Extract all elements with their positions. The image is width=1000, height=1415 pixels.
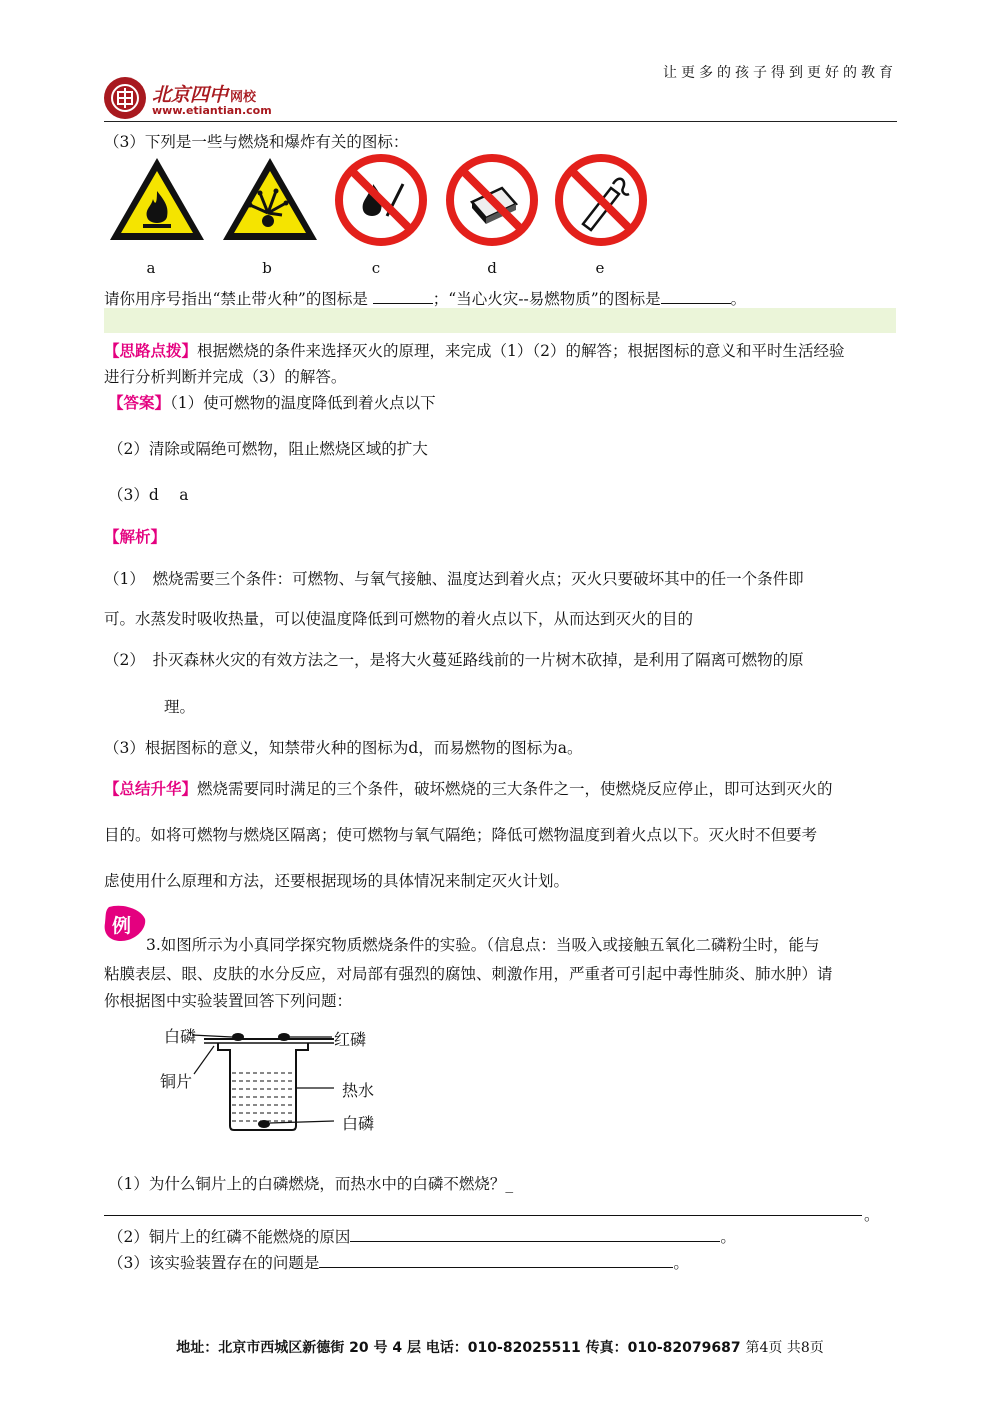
q1-answer-blank[interactable] (104, 1215, 862, 1216)
logo-url: www.etiantian.com (152, 104, 272, 117)
example3-line-1: 3.如图所示为小真同学探究物质燃烧条件的实验。（信息点：当吸入或接触五氧化二磷粉尘时，能与 (146, 936, 820, 954)
question3-prompt: 请你用序号指出“禁止带火种”的图标是 ；“当心火灾--易燃物质”的图标是 。 (104, 290, 747, 308)
diagram-label-red-phosphorus: 红磷 (334, 1030, 367, 1049)
diagram-label-white-phosphorus-top: 白磷 (164, 1027, 197, 1046)
explosive-warning-icon (220, 155, 320, 243)
diagram-label-white-phosphorus-bottom: 白磷 (342, 1114, 375, 1133)
footer-address: 地址：北京市西城区新德街 20 号 4 层 电话：010-82025511 传真：010-82079687 (176, 1340, 741, 1356)
sign-label-d: d (487, 259, 497, 277)
answer-line-1: 【答案】（1）使可燃物的温度降低到着火点以下 (108, 393, 436, 412)
answer-line-2: （2）清除或隔绝可燃物，阻止燃烧区域的扩大 (108, 440, 428, 458)
no-smoking-icon (553, 154, 649, 246)
analysis-p3: （3）根据图标的意义，知禁带火种的图标为d，而易燃物的图标为a。 (104, 739, 583, 757)
hint-highlight-bar (104, 308, 896, 333)
header-slogan: 让更多的孩子得到更好的教育 (663, 65, 897, 81)
summary-line-1: 【总结升华】燃烧需要同时满足的三个条件，破坏燃烧的三大条件之一，使燃烧反应停止，即可达到灭火的 (104, 779, 833, 798)
diagram-label-copper-plate: 铜片 (160, 1072, 193, 1091)
example-badge-text: 例 (112, 915, 132, 937)
q1-end: 。 (864, 1206, 880, 1224)
q2-answer-blank[interactable] (350, 1241, 720, 1242)
analysis-p2-line-2: 理。 (164, 698, 196, 716)
footer-page-number: 第4页 共8页 (745, 1340, 824, 1356)
q3-answer-blank[interactable] (319, 1267, 673, 1268)
hint-line-2: 进行分析判断并完成（3）的解答。 (104, 368, 347, 386)
answer-line-3: （3）d a (108, 486, 189, 504)
example3-q3: （3）该实验装置存在的问题是 。 (108, 1254, 689, 1272)
example3-q1: （1）为什么铜片上的白磷燃烧，而热水中的白磷不燃烧？_ (108, 1175, 514, 1193)
no-fire-source-icon (444, 154, 540, 246)
sign-label-a: a (146, 259, 156, 277)
example3-line-2: 粘膜表层、眼、皮肤的水分反应，对局部有强烈的腐蚀、刺激作用，严重者可引起中毒性肺炎、肺水肿）请 (104, 965, 833, 983)
no-fire-answer-blank[interactable] (373, 303, 433, 304)
hint-tag: 【思路点拨】 (104, 341, 198, 360)
analysis-p1-line-2: 可。水蒸发时吸收热量，可以使温度降低到可燃物的着火点以下，从而达到灭火的目的 (104, 610, 694, 628)
sign-label-e: e (595, 259, 605, 277)
page-footer (0, 1337, 1000, 1357)
analysis-p2-line-1: （2） 扑灭森林火灾的有效方法之一，是将大火蔓延路线前的一片树木砍掉，是利用了隔离可燃物的原 (104, 651, 804, 669)
analysis-tag: 【解析】 (104, 527, 167, 546)
flammable-answer-blank[interactable] (661, 303, 731, 304)
logo-emblem-icon (104, 77, 146, 119)
question3-intro: （3）下列是一些与燃烧和爆炸有关的图标： (104, 133, 409, 151)
example3-q2: （2）铜片上的红磷不能燃烧的原因 。 (108, 1228, 736, 1246)
summary-line-3: 虑使用什么原理和方法，还要根据现场的具体情况来制定灭火计划。 (104, 872, 570, 890)
sign-label-c: c (371, 259, 381, 277)
logo-name: 北京四中 网校 (152, 84, 257, 106)
no-open-flame-icon (333, 154, 429, 246)
header-divider (104, 121, 897, 122)
analysis-p1-line-1: （1） 燃烧需要三个条件：可燃物、与氧气接触、温度达到着火点；灭火只要破坏其中的任一个条件即 (104, 570, 804, 588)
summary-line-2: 目的。如将可燃物与燃烧区隔离；使可燃物与氧气隔绝；降低可燃物温度到着火点以下。灭火时不但要考 (104, 826, 818, 844)
diagram-label-hot-water: 热水 (342, 1081, 375, 1100)
answer-tag: 【答案】 (108, 393, 171, 412)
hint-line-1: 【思路点拨】根据燃烧的条件来选择灭火的原理，来完成（1）（2）的解答；根据图标的意义和平时生活经验 (104, 341, 845, 360)
summary-tag: 【总结升华】 (104, 779, 198, 798)
sign-label-b: b (262, 259, 272, 277)
flammable-warning-icon (107, 155, 207, 243)
example3-line-3: 你根据图中实验装置回答下列问题： (104, 992, 353, 1010)
